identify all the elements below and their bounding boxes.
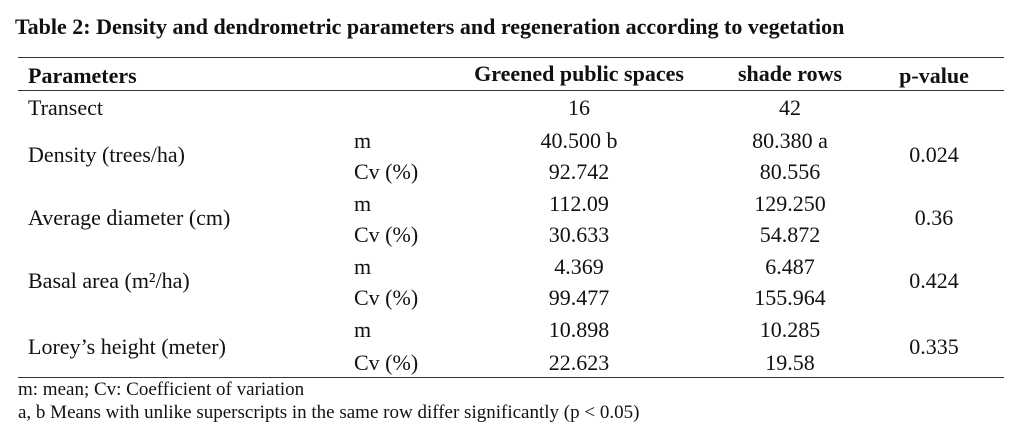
transect-label: Transect (28, 95, 103, 120)
stat-label-cv: Cv (%) (354, 350, 419, 375)
stat-label-cv: Cv (%) (354, 285, 419, 310)
basal-mean-shade: 6.487 (765, 254, 815, 279)
stat-label-m: m (354, 128, 372, 153)
basal-mean-greened: 4.369 (554, 254, 604, 279)
header-rule (18, 90, 1004, 91)
density-mean-greened: 40.500 b (540, 128, 618, 153)
diameter-cv-greened: 30.633 (548, 222, 610, 247)
height-cv-greened: 22.623 (548, 350, 610, 375)
footnote-abbreviations: m: mean; Cv: Coefficient of variation (18, 379, 305, 400)
header-p-value: p-value (899, 63, 969, 88)
bottom-rule (18, 377, 1004, 378)
stat-label-m: m (354, 317, 372, 342)
density-cv-greened: 92.742 (548, 159, 610, 184)
basal-p-value: 0.424 (909, 268, 959, 293)
diameter-mean-shade: 129.250 (754, 191, 826, 216)
row-label-basal-area: Basal area (m²/ha) (28, 268, 190, 293)
diameter-cv-shade: 54.872 (759, 222, 821, 247)
density-cv-shade: 80.556 (759, 159, 821, 184)
row-label-average-diameter: Average diameter (cm) (28, 205, 231, 230)
header-greened-public-spaces: Greened public spaces (474, 61, 684, 86)
height-p-value: 0.335 (909, 334, 959, 359)
stat-label-m: m (354, 191, 372, 216)
basal-cv-greened: 99.477 (548, 285, 610, 310)
height-mean-shade: 10.285 (759, 317, 821, 342)
height-mean-greened: 10.898 (548, 317, 610, 342)
header-parameters: Parameters (28, 63, 137, 88)
table-title: Table 2: Density and dendrometric parameters and regeneration according to vegetation (15, 14, 845, 39)
stat-label-m: m (354, 254, 372, 279)
row-label-loreys-height: Lorey’s height (meter) (28, 334, 226, 359)
stat-label-cv: Cv (%) (354, 159, 419, 184)
footnote-significance: a, b Means with unlike superscripts in the same row differ significantly (p < 0.05) (18, 402, 640, 423)
density-p-value: 0.024 (909, 142, 959, 167)
header-shade-rows: shade rows (737, 61, 843, 86)
height-cv-shade: 19.58 (765, 350, 815, 375)
density-mean-shade: 80.380 a (752, 128, 828, 153)
basal-cv-shade: 155.964 (754, 285, 826, 310)
transect-shade: 42 (779, 95, 801, 120)
row-label-density: Density (trees/ha) (28, 142, 185, 167)
diameter-mean-greened: 112.09 (549, 191, 609, 216)
top-rule (18, 57, 1004, 58)
diameter-p-value: 0.36 (914, 205, 954, 230)
stat-label-cv: Cv (%) (354, 222, 419, 247)
transect-greened: 16 (568, 95, 590, 120)
